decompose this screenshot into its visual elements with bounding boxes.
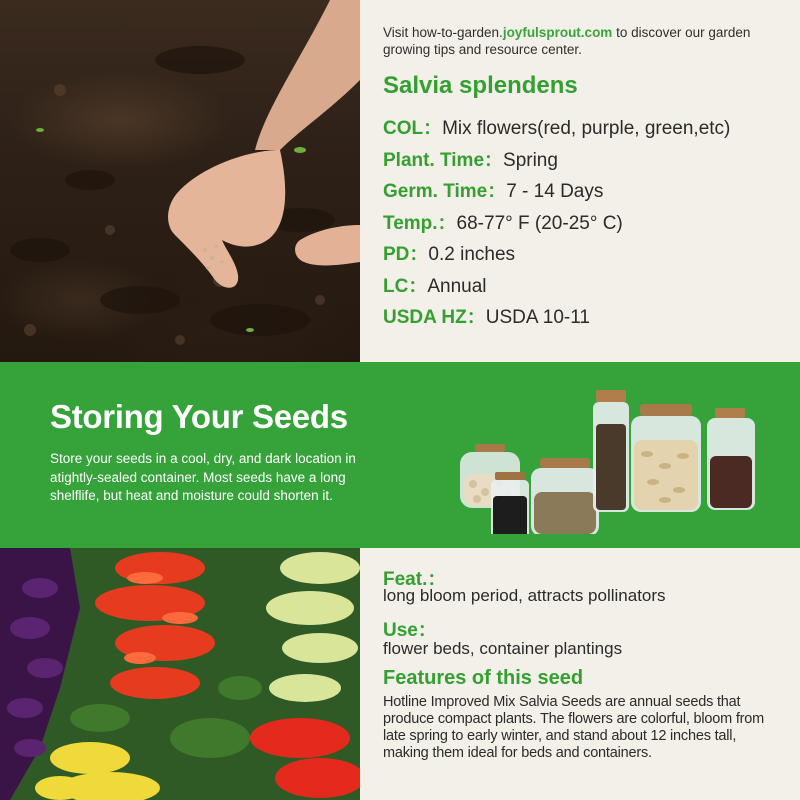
spec-label: USDA HZ：: [383, 307, 486, 328]
storing-title: Storing Your Seeds: [50, 398, 348, 435]
spec-label: Germ. Time：: [383, 181, 507, 202]
spec-value: Mix flowers(red, purple, green,etc): [442, 118, 731, 139]
use-value: flower beds, container plantings: [383, 639, 623, 658]
spec-value: Annual: [427, 275, 487, 297]
jar-black-seeds: [491, 472, 529, 534]
spec-color: [383, 114, 793, 146]
spec-plant-time: [383, 146, 793, 178]
storing-seeds-band: [0, 362, 800, 548]
seed-jars-image: [455, 384, 765, 534]
spec-list: [383, 114, 793, 335]
spec-germ-time: [383, 177, 793, 209]
feat-label: Feat.：: [383, 569, 447, 590]
spec-hardiness-zone: [383, 303, 793, 335]
jar-fine-seeds: [531, 458, 599, 534]
website-link[interactable]: joyfulsprout.com: [502, 25, 613, 40]
use-label: Use：: [383, 620, 437, 641]
spec-value: 7 - 14 Days: [506, 181, 604, 202]
spec-value: 0.2 inches: [428, 244, 516, 265]
intro-suffix: to discover our garden growing tips and resource center.: [383, 25, 751, 57]
seed-features-text: Hotline Improved Mix Salvia Seeds are annual seeds that produce compact plants. The flowers are colorful, bloom from late spring to early winter, and stand about 12 inches tall, making them ideal for beds and containers.: [383, 694, 765, 761]
hand-sowing-seeds-photo: [0, 0, 360, 362]
top-section: [0, 0, 800, 362]
intro-prefix: Visit how-to-garden.: [383, 25, 503, 40]
spec-temperature: [383, 209, 793, 241]
spec-label: PD：: [383, 244, 429, 265]
jar-pumpkin-seeds: [631, 404, 701, 512]
bottom-section: [0, 548, 800, 800]
spec-label: Temp.：: [383, 212, 457, 234]
spec-value: Spring: [503, 149, 558, 171]
spec-label: COL：: [383, 118, 443, 139]
species-name: Salvia splendens: [383, 72, 578, 99]
feat-value: long bloom period, attracts pollinators: [383, 586, 666, 605]
seed-features-title: Features of this seed: [383, 667, 584, 689]
spec-planting-depth: [383, 240, 793, 272]
spec-label: Plant. Time：: [383, 149, 504, 171]
storing-text: Store your seeds in a cool, dry, and dark location in atightly-sealed container. Most seeds have a long shelflife, but heat and moisture could shorten it.: [50, 451, 356, 503]
spec-label: LC：: [383, 275, 428, 297]
jar-mixed-seeds: [707, 408, 755, 510]
spec-value: 68-77° F (20-25° C): [456, 212, 623, 234]
jar-tall-dark-seeds: [593, 390, 629, 512]
spec-life-cycle: [383, 272, 793, 304]
salvia-flowers-photo: [0, 548, 360, 800]
spec-value: USDA 10-11: [485, 307, 590, 328]
intro-text: [383, 24, 783, 58]
